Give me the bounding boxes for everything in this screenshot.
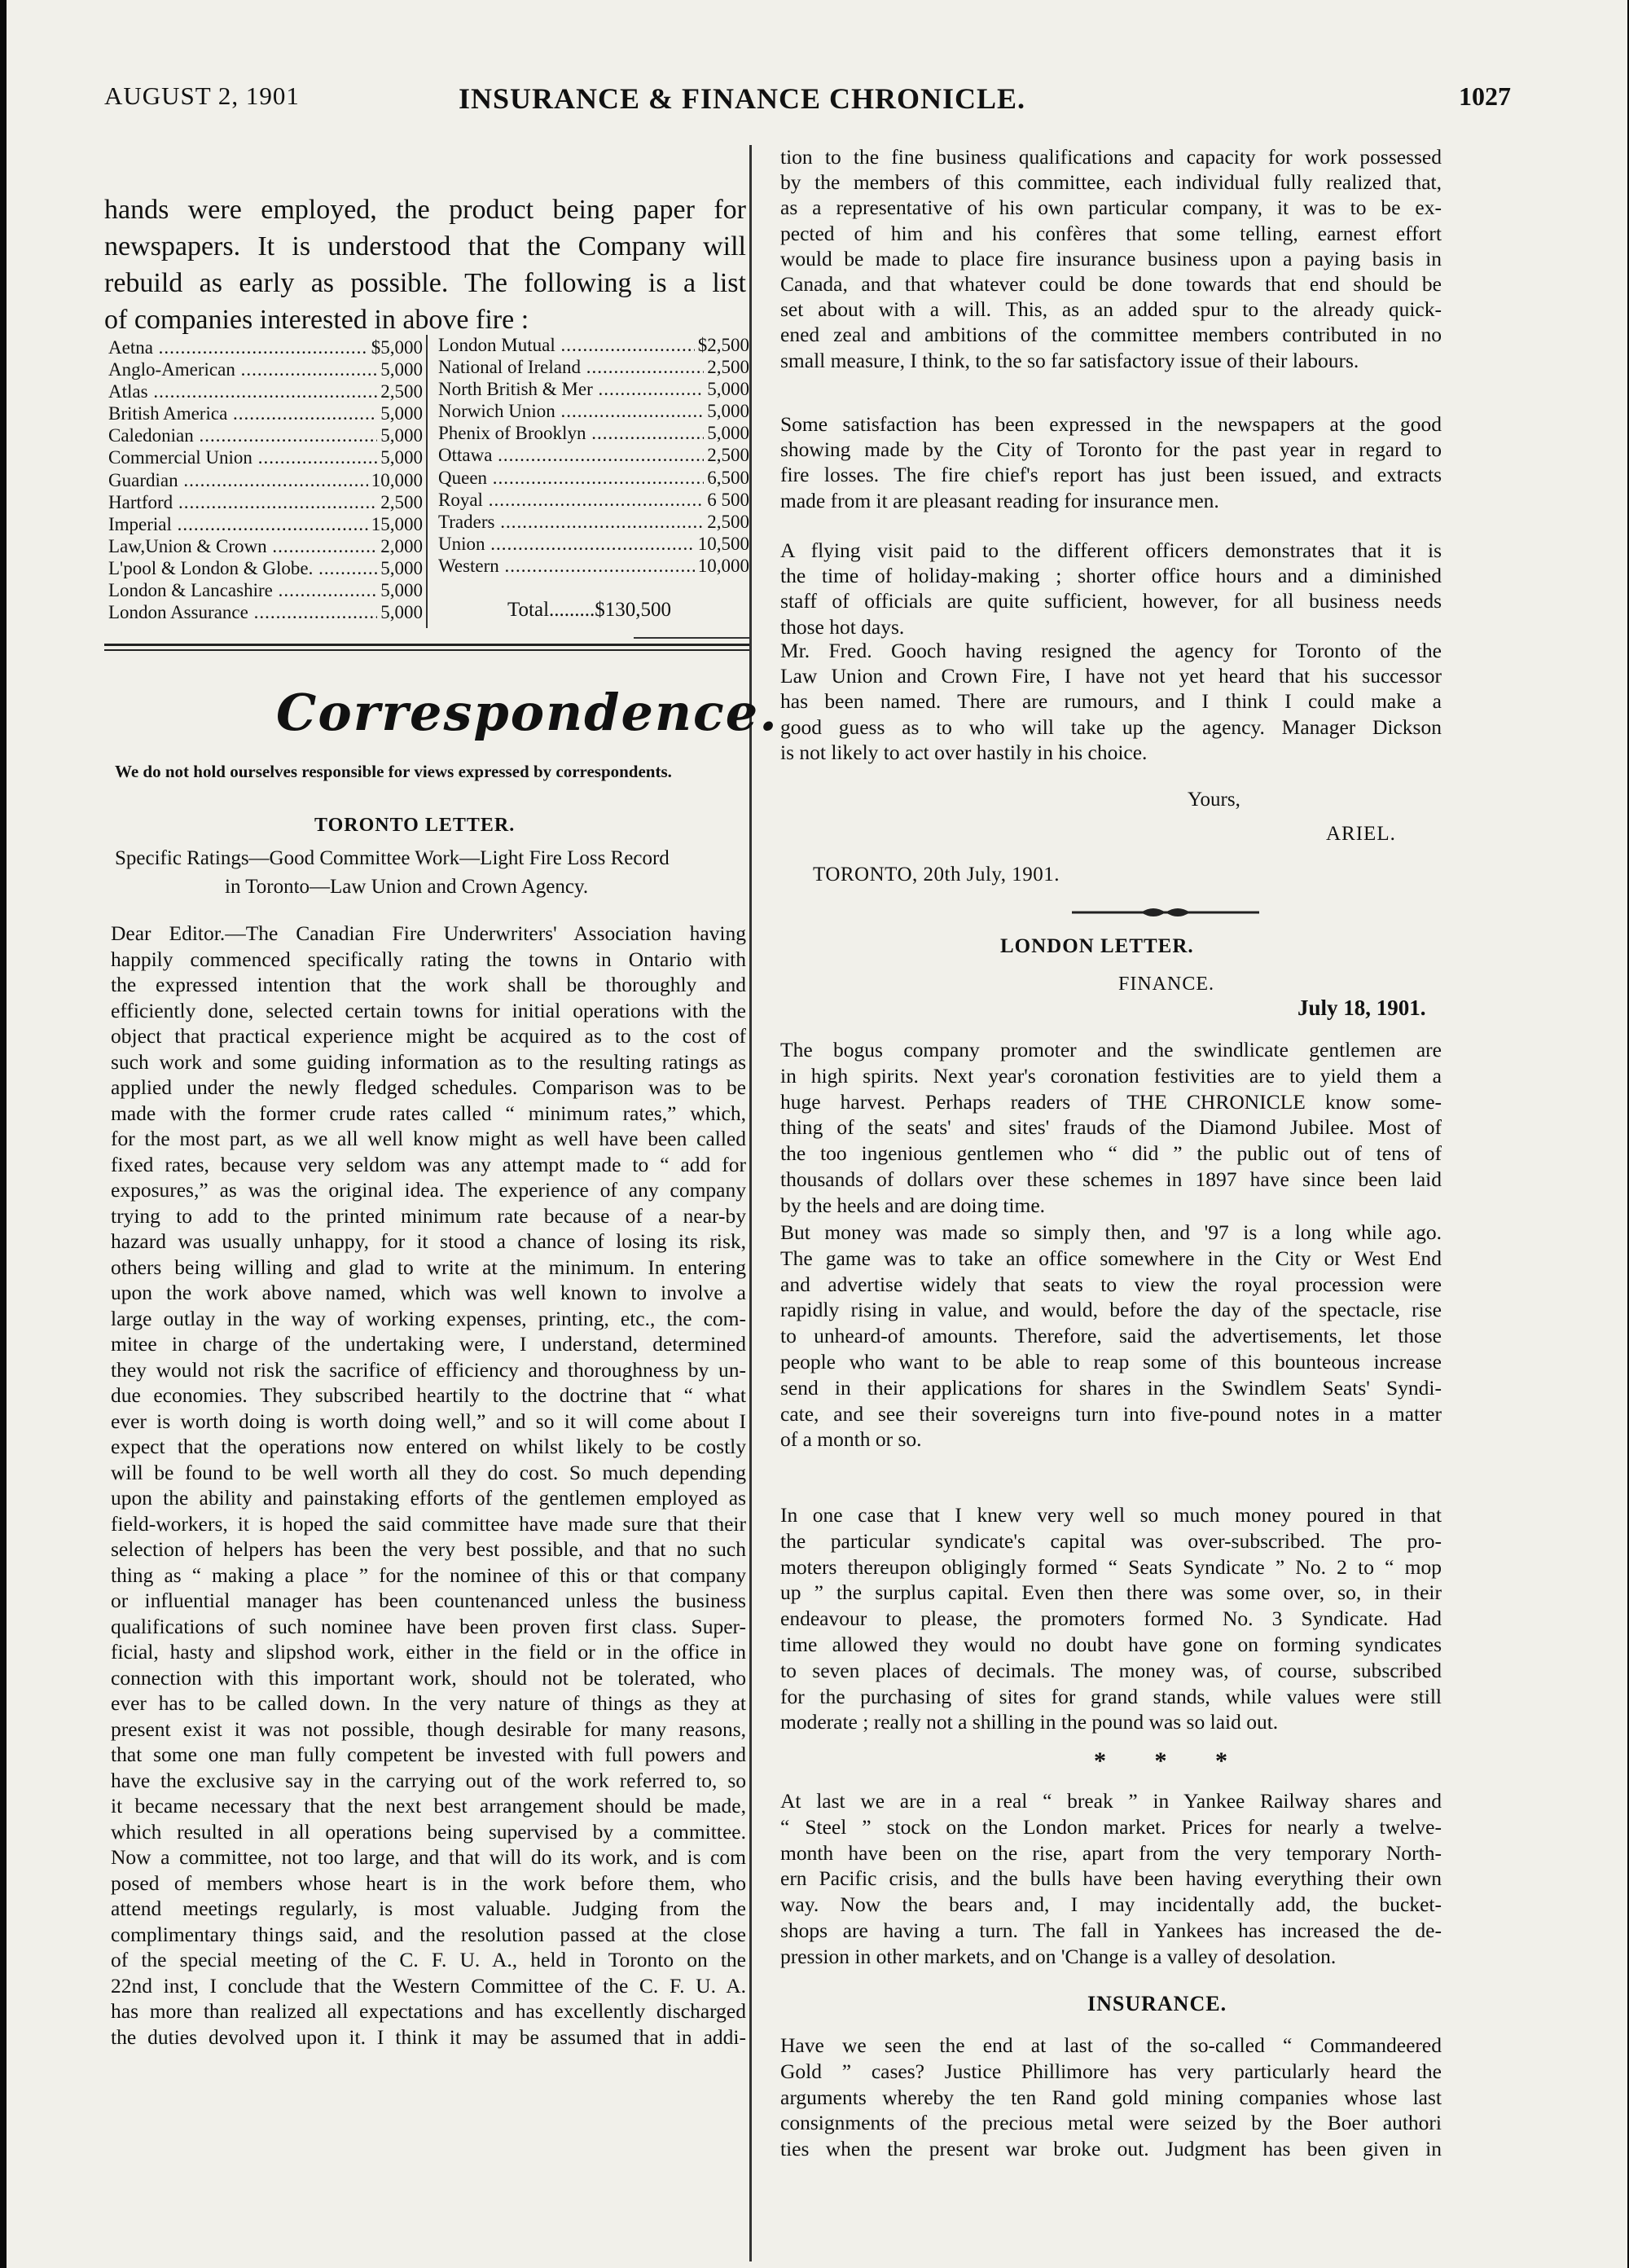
text-line: time allowed they would no doubt have gone on forming syndicates (780, 1633, 1442, 1656)
text-line: small measure, I think, to the so far satisfactory issue of their labours. (780, 348, 1359, 372)
text-line: others being willing and glad to write at the minimum. In entering (111, 1255, 746, 1279)
company-row (438, 356, 749, 378)
company-row (108, 557, 423, 579)
text-line: tion to the fine business qualifications and capacity for work possessed (780, 145, 1442, 169)
text-line: would be made to place fire insurance business upon a paying basis in (780, 246, 1442, 270)
company-row (438, 533, 749, 555)
text-line: ened zeal and ambitions of the committee members contributed in no (780, 323, 1442, 347)
company-row (438, 444, 749, 466)
text-line: fire losses. The fire chief's report has just been issued, and extracts (780, 463, 1442, 487)
text-line: But money was made so simply then, and '97 is a long while ago. (780, 1220, 1442, 1244)
text-line: the too ingenious gentlemen who “ did ” the public out of tens of (780, 1141, 1442, 1166)
text-line: staff of officials are quite sufficient, however, for all business needs (780, 589, 1442, 613)
company-amount: 5,000 (377, 424, 423, 446)
company-row (108, 446, 423, 468)
total-rule (634, 637, 749, 639)
company-row (438, 378, 749, 400)
company-amount: 2,500 (377, 380, 423, 402)
text-line: the duties devolved upon it. I think it may be assumed that in addi- (111, 2024, 746, 2049)
text-line: ever has to be called down. In the very nature of things as they at (111, 1691, 746, 1715)
text-line: set about with a will. This, as an added spur to the already quick- (780, 297, 1442, 322)
correspondence-title: Correspondence. (276, 683, 779, 742)
page-number: 1027 (1459, 81, 1511, 111)
text-line: the time of holiday-making ; shorter office hours and a diminished (780, 564, 1442, 588)
text-line: pression in other markets, and on 'Change is a valley of desolation. (780, 1944, 1337, 1968)
company-row (438, 400, 749, 422)
section-rule-thin (104, 649, 749, 651)
company-name: National of Ireland ..... (438, 356, 704, 378)
company-amount: 15,000 (368, 513, 423, 535)
text-line: Law Union and Crown Fire, I have not yet heard that his successor (780, 664, 1442, 688)
company-row (108, 380, 423, 402)
company-amount: 2,000 (377, 535, 423, 557)
company-row (108, 601, 423, 623)
company-amount: 10,000 (695, 555, 749, 577)
text-line: The bogus company promoter and the swindlicate gentlemen are (780, 1038, 1442, 1061)
company-amount: 5,000 (377, 358, 423, 380)
section-rule (104, 644, 749, 646)
table-divider (426, 335, 428, 628)
text-line: Now a committee, not too large, and that will do its work, and is com (111, 1845, 746, 1869)
text-line: the expressed intention that the work shall be thoroughly and (111, 973, 746, 996)
text-line: upon the work above named, which was well known to involve a (111, 1281, 746, 1304)
text-line: mitee in charge of the undertaking were, I understand, determined (111, 1332, 746, 1356)
text-line: efficiently done, selected certain towns for initial operations with the (111, 998, 746, 1022)
company-name: Law,Union & Crown ..... (108, 535, 377, 557)
text-line: happily commenced specifically rating the towns in Ontario with (111, 947, 746, 971)
company-name: Commercial Union ..... (108, 446, 377, 468)
companies-table-left (108, 336, 423, 623)
letter-dateline: TORONTO, 20th July, 1901. (813, 864, 1060, 886)
text-line: connection with this important work, should not be tolerated, who (111, 1665, 746, 1690)
company-name: London Assurance ..... (108, 601, 377, 623)
company-row (108, 469, 423, 491)
company-amount: 5,000 (377, 557, 423, 579)
text-line: hazard was usually unhappy, for it stood a chance of losing its risk, (111, 1229, 746, 1253)
company-name: Norwich Union ..... (438, 400, 704, 422)
company-name: Caledonian ..... (108, 424, 377, 446)
company-amount: 5,000 (704, 378, 749, 400)
text-line: ties when the present war broke out. Judgment has been given in (780, 2137, 1442, 2161)
company-amount: 2,500 (704, 444, 749, 466)
text-line: of a month or so. (780, 1427, 922, 1452)
company-name: Hartford ..... (108, 491, 377, 513)
correspondence-note: We do not hold ourselves responsible for views expressed by correspondents. (115, 762, 672, 781)
letter-closing: Yours, (1188, 789, 1240, 811)
text-line: has been named. There are rumours, and I think I could make a (780, 689, 1442, 714)
text-line: fixed rates, because very seldom was any attempt made to “ add for (111, 1152, 746, 1176)
company-amount: $2,500 (695, 334, 749, 356)
text-line: ficial, hasty and slipshod work, either in the field or in the office in (111, 1640, 746, 1664)
letter-signature: ARIEL. (1326, 823, 1396, 845)
text-line: arguments whereby the ten Rand gold mining companies whose last (780, 2085, 1442, 2109)
text-line: have the exclusive say in the carrying out of the work referred to, so (111, 1768, 746, 1792)
text-line: or influential manager has been countenanced unless the business (111, 1589, 746, 1612)
text-line: exposures,” as was the original idea. The experience of any company (111, 1178, 746, 1202)
toronto-letter-heading: TORONTO LETTER. (314, 815, 516, 836)
text-line: of the special meeting of the C. F. U. A., held in Toronto on the (111, 1948, 746, 1971)
text-line: in high spirits. Next year's coronation festivities are to yield them a (780, 1063, 1442, 1088)
text-line: selection of helpers has been the very best possible, and that no such (111, 1537, 746, 1561)
text-line: Have we seen the end at last of the so-called “ Commandeered (780, 2033, 1442, 2057)
company-amount: 5,000 (704, 422, 749, 444)
text-line: expect that the operations now entered on whilst likely to be costly (111, 1435, 746, 1458)
text-line: way. Now the bears and, I may incidentally add, the bucket- (780, 1892, 1442, 1917)
company-name: Ottawa ..... (438, 444, 704, 466)
page-date: AUGUST 2, 1901 (104, 81, 300, 110)
text-line: Some satisfaction has been expressed in the newspapers at the good (780, 412, 1442, 436)
text-line: ever is worth doing is worth doing well,” and so it will come about I (111, 1409, 746, 1433)
text-line: of companies interested in above fire : (104, 305, 529, 335)
text-line: such work and some guiding information as to the resulting ratings as (111, 1049, 746, 1074)
text-line: qualifications of such nominee have been proven first class. Super- (111, 1614, 746, 1638)
text-line: applied under the newly fledged schedules. Comparison was to be (111, 1075, 746, 1099)
text-line: In one case that I knew very well so much money poured in that (780, 1503, 1442, 1527)
company-amount: 5,000 (704, 400, 749, 422)
company-amount: 6,500 (704, 467, 749, 489)
text-line: and advertise widely that seats to view the royal procession were (780, 1272, 1442, 1296)
text-line: up ” the surplus capital. Even then there was some over, so, in their (780, 1580, 1442, 1605)
text-line: month have been on the rise, apart from the very temporary North- (780, 1840, 1442, 1865)
company-row (108, 579, 423, 601)
company-amount: 10,000 (368, 469, 423, 491)
company-name: Traders ..... (438, 511, 704, 533)
text-line: the particular syndicate's capital was over-subscribed. The pro- (780, 1528, 1442, 1553)
company-name: Atlas ..... (108, 380, 377, 402)
text-line: pected of him and his confères that some telling, earnest effort (780, 221, 1442, 245)
company-row (438, 511, 749, 533)
company-row (108, 358, 423, 380)
london-letter-section: FINANCE. (1118, 974, 1215, 995)
company-row (108, 513, 423, 535)
text-line: cate, and see their sovereigns turn into five-pound notes in a matter (780, 1401, 1442, 1426)
text-line: rebuild as early as possible. The following is a list (104, 268, 746, 298)
text-line: it became necessary that the next best arrangement should be made, (111, 1794, 746, 1817)
text-line: they would not risk the sacrifice of efficiency and thoroughness by un- (111, 1357, 746, 1382)
text-line: send in their applications for shares in the Swindlem Seats' Syndi- (780, 1375, 1442, 1400)
text-line: “ Steel ” stock on the London market. Prices for nearly a twelve- (780, 1814, 1442, 1839)
company-amount: 5,000 (377, 601, 423, 623)
text-line: people who want to be able to reap some of this bounteous increase (780, 1350, 1442, 1374)
text-line: thousands of dollars over these schemes in 1897 have since been laid (780, 1167, 1442, 1191)
section-stars: * * * (1094, 1747, 1249, 1774)
text-line: posed of members whose heart is in the work before them, who (111, 1870, 746, 1895)
text-line: thing as “ making a place ” for the nominee of this or that company (111, 1563, 746, 1587)
text-line: to seven places of decimals. The money was, of course, subscribed (780, 1658, 1442, 1682)
text-line: huge harvest. Perhaps readers of THE CHRONICLE know some- (780, 1089, 1442, 1114)
subheading-line: Specific Ratings—Good Committee Work—Light Fire Loss Record (115, 847, 670, 869)
company-name: Royal ..... (438, 489, 704, 511)
text-line: rapidly rising in value, and would, before the day of the spectacle, rise (780, 1298, 1442, 1322)
company-name: Aetna ..... (108, 336, 368, 358)
company-row (108, 424, 423, 446)
column-divider (749, 145, 752, 2261)
text-line: made with the former crude rates called “ minimum rates,” which, (111, 1101, 746, 1125)
company-name: London & Lancashire ..... (108, 579, 377, 601)
newspaper-page (7, 0, 1627, 2268)
companies-table-right (438, 334, 749, 577)
text-line: The game was to take an office somewhere in the City or West End (780, 1246, 1442, 1270)
text-line: Dear Editor.—The Canadian Fire Underwriters' Association having (111, 921, 746, 945)
company-name: Imperial ..... (108, 513, 368, 535)
text-line: to unheard-of amounts. Therefore, said the advertisements, let those (780, 1324, 1442, 1348)
text-line: by the members of this committee, each individual fully realized that, (780, 170, 1442, 195)
text-line: has more than realized all expectations and has excellently discharged (111, 1999, 746, 2023)
text-line: which resulted in all operations being supervised by a committee. (111, 1819, 746, 1844)
text-line: is not likely to act over hastily in his choice. (780, 740, 1148, 764)
company-name: Queen ..... (438, 467, 704, 489)
text-line: complimentary things said, and the resolution passed at the close (111, 1922, 746, 1946)
company-name: Phenix of Brooklyn ..... (438, 422, 704, 444)
text-line: by the heels and are doing time. (780, 1193, 1046, 1217)
text-line: Gold ” cases? Justice Phillimore has very particularly heard the (780, 2059, 1442, 2083)
text-line: due economies. They subscribed heartily to the doctrine that “ what (111, 1383, 746, 1407)
company-row (108, 491, 423, 513)
company-amount: 10,500 (695, 533, 749, 555)
total-line: Total.........$130,500 (507, 599, 672, 621)
company-name: Guardian ..... (108, 469, 368, 491)
text-line: Mr. Fred. Gooch having resigned the agency for Toronto of the (780, 639, 1442, 662)
text-line: consignments of the precious metal were seized by the Boer authori (780, 2111, 1442, 2135)
company-row (438, 489, 749, 511)
company-row (438, 422, 749, 444)
text-line: attend meetings regularly, is most valuable. Judging from the (111, 1897, 746, 1920)
company-amount: $5,000 (368, 336, 423, 358)
ornamental-divider (1072, 904, 1259, 921)
company-amount: 5,000 (377, 402, 423, 424)
london-letter-heading: LONDON LETTER. (1000, 935, 1194, 957)
text-line: made from it are pleasant reading for insurance men. (780, 488, 1219, 512)
company-row (108, 402, 423, 424)
company-amount: 6 500 (704, 489, 749, 511)
text-line: large outlay in the way of working expenses, printing, etc., the com- (111, 1306, 746, 1330)
text-line: present exist it was not possible, though desirable for many reasons, (111, 1716, 746, 1741)
page-title: INSURANCE & FINANCE CHRONICLE. (459, 82, 1026, 115)
london-letter-date: July 18, 1901. (1297, 996, 1426, 1020)
company-amount: 2,500 (704, 511, 749, 533)
company-row (438, 555, 749, 577)
text-line: 22nd inst, I conclude that the Western Committee of the C. F. U. A. (111, 1973, 746, 1998)
text-line: newspapers. It is understood that the Company will (104, 231, 746, 262)
text-line: as a representative of his own particular company, it was to be ex- (780, 196, 1442, 220)
company-name: British America ..... (108, 402, 377, 424)
text-line: shops are having a turn. The fall in Yankees has increased the de- (780, 1919, 1442, 1942)
company-name: North British & Mer ..... (438, 378, 704, 400)
text-line: showing made by the City of Toronto for the past year in regard to (780, 437, 1442, 462)
text-line: hands were employed, the product being paper for (104, 195, 746, 225)
text-line: moderate ; really not a shilling in the pound was so laid out. (780, 1710, 1279, 1734)
company-row (438, 467, 749, 489)
subheading-line: in Toronto—Law Union and Crown Agency. (225, 876, 589, 898)
company-name: L'pool & London & Globe. ..... (108, 557, 377, 579)
company-name: Western ..... (438, 555, 695, 577)
text-line: trying to add to the printed minimum rate because of a near-by (111, 1203, 746, 1228)
text-line: moters thereupon obligingly formed “ Seats Syndicate ” No. 2 to “ mop (780, 1554, 1442, 1579)
text-line: for the purchasing of sites for grand stands, while values were still (780, 1684, 1442, 1708)
text-line: those hot days. (780, 614, 905, 639)
text-line: object that practical experience might be acquired as to the cost of (111, 1024, 746, 1048)
company-name: London Mutual ..... (438, 334, 695, 356)
text-line: Canada, and that whatever could be done towards that end should be (780, 272, 1442, 296)
company-amount: 5,000 (377, 446, 423, 468)
text-line: A flying visit paid to the different officers demonstrates that it is (780, 538, 1442, 562)
text-line: upon the ability and painstaking efforts of the gentlemen employed as (111, 1486, 746, 1510)
company-amount: 2,500 (704, 356, 749, 378)
company-amount: 2,500 (377, 491, 423, 513)
text-line: will be found to be well worth all they do cost. So much depending (111, 1460, 746, 1484)
text-line: endeavour to please, the promoters formed No. 3 Syndicate. Had (780, 1606, 1442, 1631)
insurance-heading: INSURANCE. (1087, 1992, 1227, 2015)
text-line: thing of the seats' and sites' frauds of the Diamond Jubilee. Most of (780, 1115, 1442, 1140)
company-name: Anglo-American ..... (108, 358, 377, 380)
text-line: good guess as to who will take up the agency. Manager Dickson (780, 714, 1442, 739)
text-line: field-workers, it is hoped the said committee have made sure that their (111, 1511, 746, 1536)
company-amount: 5,000 (377, 579, 423, 601)
company-name: Union ..... (438, 533, 695, 555)
text-line: for the most part, as we all well know might as well have been called (111, 1127, 746, 1150)
text-line: ern Pacific crisis, and the bulls have been having everything their own (780, 1866, 1442, 1891)
company-row (108, 535, 423, 557)
text-line: that some one man fully competent be invested with full powers and (111, 1743, 746, 1766)
text-line: At last we are in a real “ break ” in Yankee Railway shares and (780, 1789, 1442, 1813)
